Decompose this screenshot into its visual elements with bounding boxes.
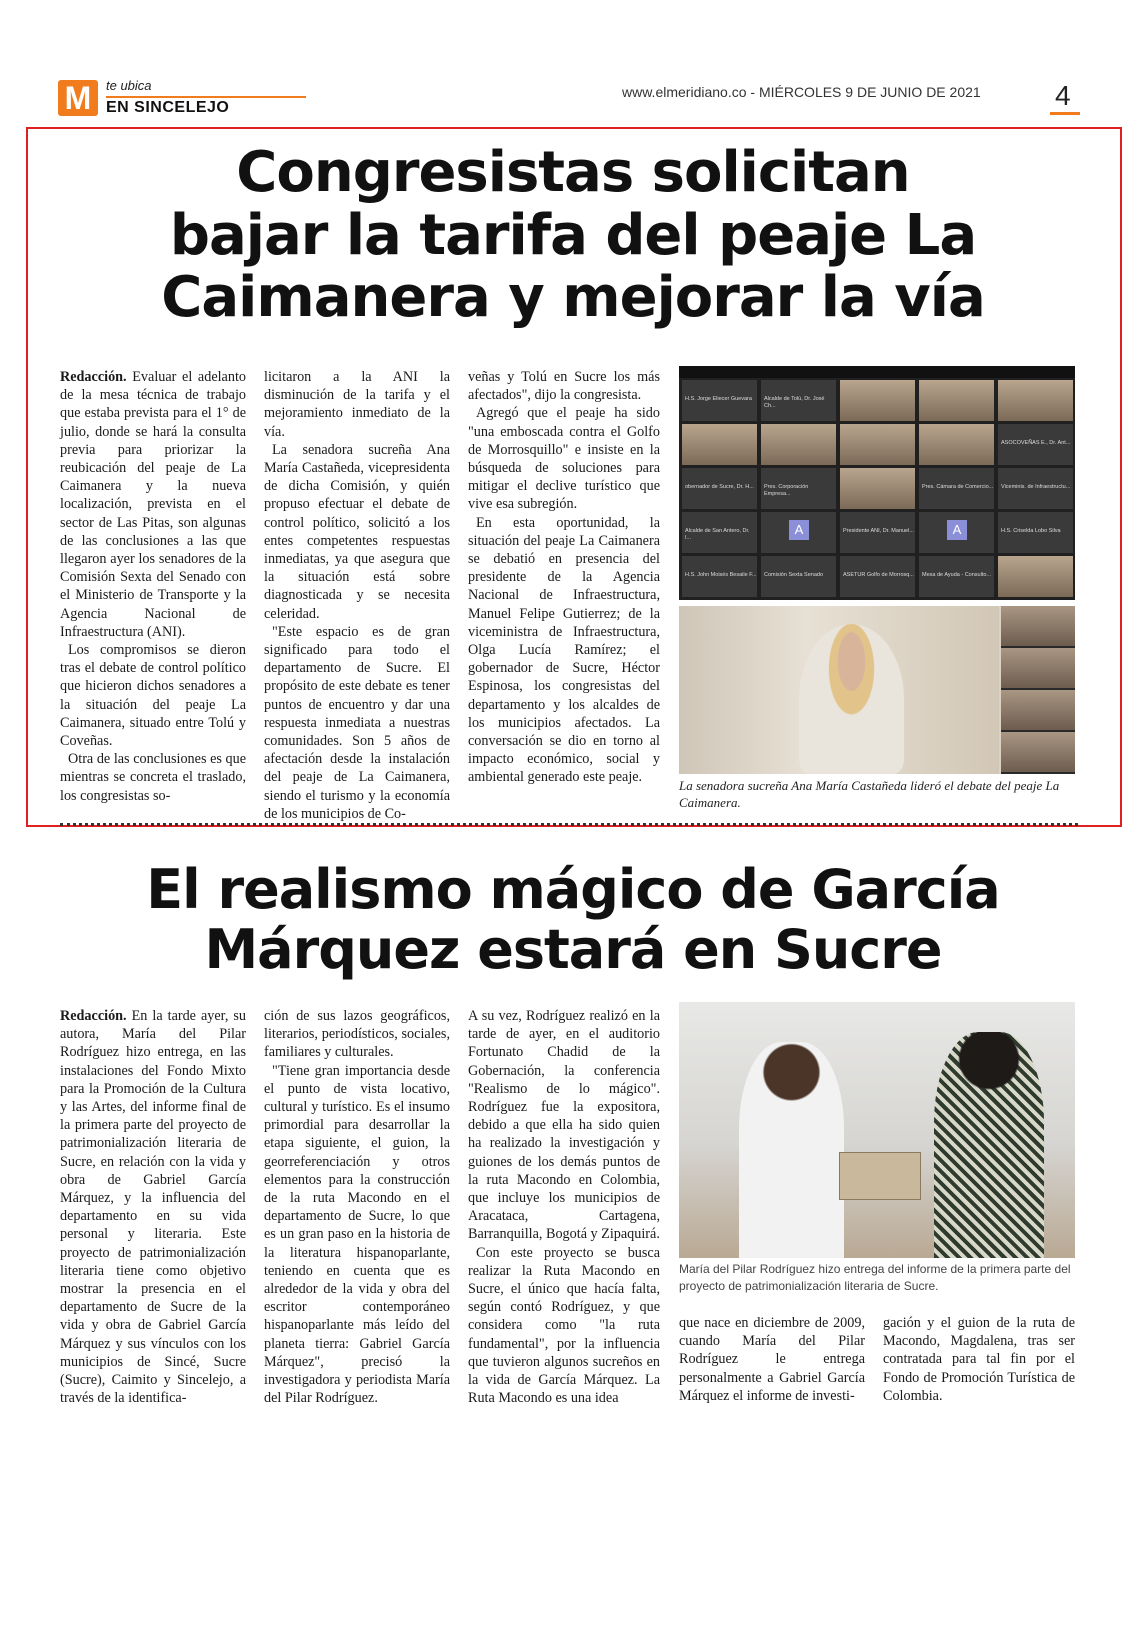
participant-tile [919, 556, 994, 597]
paragraph: gación y el guion de la ruta de Macondo, Magdalena, tras ser contratada para tal fin por el Fondo de Promoción Turística de Colombia. [883, 1315, 1075, 1404]
woman-left-figure [739, 1042, 844, 1258]
participant-tile [998, 556, 1073, 597]
participant-name: Alcalde de San Antero, Dr. I... [685, 528, 750, 541]
paragraph: "Este espacio es de gran significado para todo el departamento de Sucre. El propósito de este debate es tener puntos de encuentro y dar una respuesta inmediata a nuestras comunidades. Son 5 años de afectación desde la instalación del peaje de La Caimanera, siendo el turismo y la economía de los municipios de Co- [264, 623, 450, 822]
participant-tile [840, 380, 915, 421]
participant-tile [998, 380, 1073, 421]
participant-tile [1001, 648, 1075, 688]
article2-column-2 [264, 1007, 450, 1407]
byline: Redacción. [60, 369, 127, 385]
participant-tile [840, 512, 915, 553]
avatar-initial: A [789, 520, 809, 540]
paragraph [60, 1007, 246, 1407]
headline-line: El realismo mágico de García [146, 858, 1000, 921]
participant-tile [682, 424, 757, 465]
participant-name: Comisión Sexta Senado [764, 572, 824, 578]
participant-tile [840, 556, 915, 597]
paragraph: veñas y Tolú en Sucre los más afectados", dijo la congresista. [468, 369, 660, 404]
participant-tile [682, 556, 757, 597]
participant-tile [1001, 690, 1075, 730]
speaker-figure [799, 624, 904, 774]
paragraph: Los compromisos se dieron tras el debate de control político que hicieron dichos senadores a la situación del peaje La Caimanera, situado entre Tolú y Coveñas. [60, 642, 246, 750]
participant-tile [682, 380, 757, 421]
report-document [839, 1152, 921, 1200]
article2-column-3 [468, 1007, 660, 1407]
headline-line: Márquez estará en Sucre [204, 918, 942, 982]
paragraph: "Tiene gran importancia desde el punto de vista locativo, cultural y turístico. Es el insumo primordial para desarrollar la etapa siguiente, el guion, la georreferenciación y otros elementos para la construcción de la ruta Macondo en el departamento de Sucre, lo que es un gran paso en la historia de la literatura hispanoparlante, teniendo en cuenta que es alrededor de la vida y obra del escritor contemporáneo hispanoparlante más leído del planeta tierra: Gabriel García Márquez", precisó la investigadora y periodista María del Pilar Rodríguez. [264, 1062, 450, 1407]
participant-name: ASETUR Golfo de Morrosq... [843, 572, 914, 578]
article1-column-3 [468, 368, 660, 787]
byline: Redacción. [60, 1008, 127, 1024]
paragraph: que nace en diciembre de 2009, cuando María del Pilar Rodríguez le entrega personalmente a Gabriel García Márquez el informe de investi- [679, 1315, 865, 1404]
video-conference-photo [679, 366, 1075, 600]
participant-tile [761, 468, 836, 509]
paragraph: A su vez, Rodríguez realizó en la tarde de ayer, en el auditorio Fortunato Chadid de la Gobernación, la conferencia "Realismo de lo mágico". Rodríguez fue la expositora, debido a que ella ha sido quien ha realizado la investigación y guiones de los demás puntos de la ruta Macondo en Colombia, que incluye los municipios de Aracataca, Cartagena, Barranquilla, Bogotá y Zipaquirá. [468, 1008, 660, 1243]
participant-tile [761, 512, 836, 553]
participant-name: Pres. Corporación Empresa... [764, 484, 809, 497]
conference-toolbar [679, 366, 1075, 378]
headline-line: bajar la tarifa del peaje La [169, 202, 977, 268]
participant-name: Viceminis. de Infraestructu... [1001, 484, 1071, 490]
senator-video-photo [679, 606, 1075, 774]
participant-tile [998, 424, 1073, 465]
participant-name: obernador de Sucre, Dr. H... [685, 484, 754, 490]
participant-tile [919, 380, 994, 421]
article2-column-1 [60, 1007, 246, 1407]
page-number: 4 [1055, 80, 1071, 111]
newspaper-logo: M [58, 80, 98, 116]
participant-tile [998, 468, 1073, 509]
logo-tagline: te ubica [106, 78, 152, 93]
header-accent-line [106, 96, 306, 98]
paragraph: ción de sus lazos geográficos, literarios, periodísticos, sociales, familiares y culturales. [264, 1008, 450, 1061]
participant-tile [840, 424, 915, 465]
participant-tile [761, 556, 836, 597]
participant-tile [1001, 606, 1075, 646]
paragraph: En esta oportunidad, la situación del peaje La Caimanera se debatió en presencia del presidente de la Agencia Nacional de Infraestructura, Manuel Felipe Gutierrez; de la viceministra de Infraestructura, Olga Lucía Ramírez; el gobernador de Sucre, Héctor Espinosa, los congresistas del departamento y los alcaldes de los municipios afectados. La conversación se dio en torno al impacto económico, social y ambiental generado este peaje. [468, 514, 660, 786]
main-speaker-video [679, 606, 999, 774]
participant-tile [761, 380, 836, 421]
article-divider [60, 823, 1078, 826]
article2-column-5 [883, 1314, 1075, 1405]
article1-column-1 [60, 368, 246, 805]
participant-tile [919, 468, 994, 509]
participant-name: H.S. Criselda Lobo Silva [1001, 528, 1061, 534]
article1-photo-caption: La senadora sucreña Ana María Castañeda lideró el debate del peaje La Caimanera. [679, 778, 1060, 810]
participant-name: H.S. Jorge Eliecer Guevara [685, 396, 752, 402]
participant-name: ASOCOVEÑAS E., Dr. Ant... [1001, 440, 1071, 446]
participant-tile [919, 512, 994, 553]
participant-name: Mesa de Ayuda - Consulto... [922, 572, 991, 578]
side-participant-tiles [1001, 606, 1075, 774]
paragraph: licitaron a la ANI la disminución de la tarifa y el mejoramiento inmediato de la vía. [264, 369, 450, 440]
dateline: www.elmeridiano.co - MIÉRCOLES 9 DE JUNIO DE 2021 [622, 84, 981, 100]
paragraph: Otra de las conclusiones es que mientras se concreta el traslado, los congresistas so- [60, 751, 246, 804]
article2-column-4 [679, 1314, 865, 1405]
headline-line: Congresistas solicitan [236, 140, 910, 205]
paragraph-text: En la tarde ayer, su autora, María del Pilar Rodríguez hizo entrega, en las instalaciones del Fondo Mixto para la Promoción de la Cultura y las Artes, del informe final de la primera parte del proyecto de patrimonialización literaria de Sucre, en relación con la vida y obra de Gabriel García Márquez, y la influencia del departamento en su vida personal y literaria. Este proyecto de patrimonialización literaria tiene como objetivo mostrar la presencia en el departamento de Sucre de la vida y obra de Gabriel García Márquez y sus vínculos con los municipios de Sincé, Sucre (Sucre), Caimito y Sincelejo, a través de la identifica- [60, 1008, 246, 1407]
avatar-initial: A [947, 520, 967, 540]
article1-headline [40, 142, 1106, 330]
paragraph: Con este proyecto se busca realizar la Ruta Macondo en Sucre, el único que hacía falta, según contó Rodríguez, y que considera como "la ruta fundamental", por la influencia que tuvieron algunos sucreños en la vida de García Márquez. La Ruta Macondo es una idea [468, 1244, 660, 1407]
participant-name: Presidente ANI, Dr. Manuel... [843, 528, 914, 534]
paragraph-text: Evaluar el adelanto de la mesa técnica de trabajo que estaba prevista para el 1° de julio, donde se hará la consulta previa para priorizar la reubicación del peaje de La Caimanera y la nueva localización, prevista en el sector de Las Pitas, son algunas de las conclusiones a las que llegaron ayer los senadores de la Comisión Sexta del Senado con el Ministerio de Transporte y la Agencia Nacional de Infraestructura (ANI). [60, 369, 246, 640]
participant-name: H.S. John Moisés Besaile F... [685, 572, 757, 578]
article2-headline [40, 860, 1106, 981]
participant-tile [919, 424, 994, 465]
participant-tile [840, 468, 915, 509]
woman-right-figure [934, 1032, 1044, 1258]
participant-tile [682, 512, 757, 553]
participant-tile [682, 468, 757, 509]
article1-column-2 [264, 368, 450, 823]
participant-tile [998, 512, 1073, 553]
paragraph [60, 368, 246, 641]
headline-line: Caimanera y mejorar la vía [161, 265, 985, 331]
participant-name: Pres. Cámara de Comercio... [922, 484, 994, 490]
participant-name: Alcalde de Tolú, Dr. José Ch... [764, 396, 825, 409]
handover-photo [679, 1002, 1075, 1258]
paragraph: La senadora sucreña Ana María Castañeda, vicepresidenta de dicha Comisión, y quién propuso efectuar el debate de control político, solicitó a los entes competentes respuestas inmediatas, ya que asegura que la situación está sobre diagnosticada y se necesita celeridad. [264, 441, 450, 622]
page-number-underline [1050, 112, 1080, 115]
participant-tile [761, 424, 836, 465]
participant-tile [1001, 732, 1075, 772]
paragraph: Agregó que el peaje ha sido "una emboscada contra el Golfo de Morrosquillo" e insiste en la búsqueda de soluciones para mitigar el declive turístico que vive esa subregión. [468, 405, 660, 513]
article2-photo-caption: María del Pilar Rodríguez hizo entrega del informe de la primera parte del proyecto de patrimonialización literaria de Sucre. [679, 1262, 1071, 1293]
section-name: EN SINCELEJO [106, 99, 230, 116]
